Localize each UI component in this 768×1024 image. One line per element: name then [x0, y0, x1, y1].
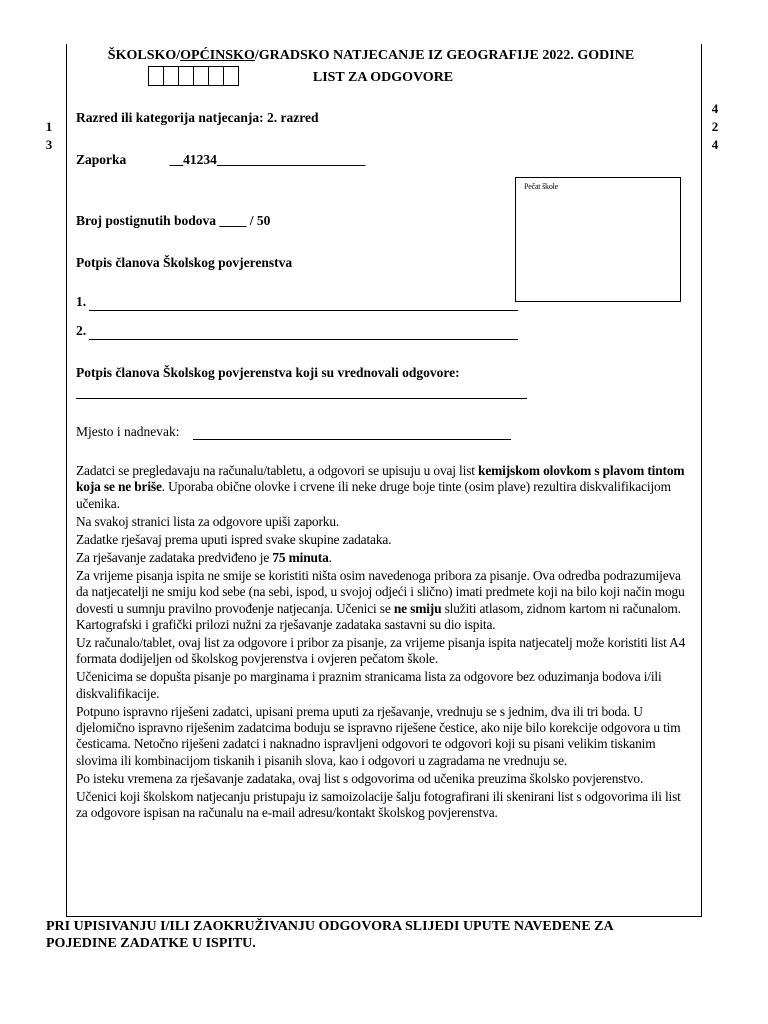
title-part-gradsko: /GRADSKO NATJECANJE IZ GEOGRAFIJE 2022. GODINE	[254, 48, 635, 63]
stamp-label: Pečat škole	[524, 182, 559, 191]
instruction-paragraph: Na svakoj stranici lista za odgovore upiši zaporku.	[76, 513, 340, 529]
instruction-paragraph	[76, 568, 690, 633]
bodovi-label: Broj postignutih bodova	[76, 213, 217, 228]
potpis-vrednovali-label: Potpis članova Školskog povjerenstva koji su vrednovali odgovore:	[76, 365, 460, 380]
instruction-paragraph	[76, 463, 690, 512]
instruction-emphasis: ne smiju	[393, 600, 442, 616]
bodovi-blank[interactable]: ____	[219, 213, 247, 228]
signature-line-vrednovali[interactable]	[76, 398, 527, 399]
zaporka-field	[76, 152, 365, 168]
instruction-paragraph	[76, 550, 690, 566]
instruction-text: .	[328, 549, 332, 565]
instruction-text: Za rješavanje zadataka predviđeno je	[76, 549, 273, 565]
mjesto-label: Mjesto i nadnevak:	[76, 424, 180, 439]
instruction-text: Zadatci se pregledavaju na računalu/tabletu, a odgovori se upisuju u ovaj list	[76, 463, 479, 478]
bodovi-field	[76, 213, 270, 229]
signature-line-1-label: 1.	[76, 294, 87, 309]
razred-label: Razred ili kategorija natjecanja:	[76, 110, 264, 125]
instruction-paragraph: Potpuno ispravno riješeni zadatci, upisani prema uputi za rješavanje, vrednuju se s jednim, dva ili tri boda. U djelomično ispravno riješenim zadatcima boduju se ispravno riješene čestice, ako nije bilo korekcije odgovora u tim česticama. Netočno riješeni zadatci i naknadno ispravljeni odgovori te odgovori koji su pisani velikim tiskanim slovima ili kombinacijom tiskanih i pisanih slova, kao i odgovori u zagradama ne vrednuju se.	[76, 703, 681, 768]
right-side-numbers	[708, 100, 722, 154]
instruction-text: Za vrijeme pisanja ispita ne smije se koristiti ništa osim navedenoga pribora za pisanje. Ova odredba podrazumijeva da natjecatelji ne smiju kod sebe (na sebi, ispod, u svojoj odjeći i slično) imati predmete koji na bilo koji način mogu dovesti u sumnju pravilno provođenje natjecanja. Učenici se	[76, 567, 685, 616]
side-number: 2	[711, 119, 719, 134]
zaporka-label: Zaporka	[76, 152, 127, 167]
instruction-paragraph: Učenici koji školskom natjecanju pristupaju iz samoizolacije šalju fotografirani ili skenirani list s odgovorima ili list za odgovore ispisan na računalu na e-mail adresu/kontakt školskog povjerenstva.	[76, 788, 681, 821]
footer-note: PRI UPISIVANJU I/ILI ZAOKRUŽIVANJU ODGOVORA SLIJEDI UPUTE NAVEDENE ZA POJEDINE ZADATKE U ISPITU.	[46, 919, 613, 951]
page-subtitle: LIST ZA ODGOVORE	[312, 70, 454, 85]
stamp-box	[515, 177, 681, 302]
page-title	[88, 48, 654, 64]
instruction-paragraph: Po isteku vremena za rješavanje zadataka, ovaj list s odgovorima od učenika preuzima školsko povjerenstvo.	[76, 770, 644, 786]
bodovi-max: / 50	[249, 213, 271, 228]
instruction-text: služiti atlasom, zidnom kartom ni računalom. Kartografski i grafički prilozi nužni za rješavanje zadataka sastavni su dio ispita.	[76, 600, 681, 632]
zaporka-value[interactable]: __41234______________________	[169, 152, 366, 167]
side-number: 3	[45, 137, 53, 152]
left-side-numbers	[42, 118, 56, 154]
mjesto-line[interactable]	[193, 439, 511, 440]
instruction-text: . Uporaba obične olovke i crvene ili neke druge boje tinte (osim plave) rezultira diskvalifikacijom učenika.	[76, 479, 671, 511]
title-part-opcinsko: OPĆINSKO	[180, 48, 255, 63]
signature-line-1[interactable]	[89, 310, 518, 311]
instruction-paragraph: Zadatke rješavaj prema uputi ispred svake skupine zadataka.	[76, 531, 392, 547]
side-number: 1	[45, 119, 53, 134]
instruction-paragraph: Uz računalo/tablet, ovaj list za odgovore i pribor za pisanje, za vrijeme pisanja ispita natjecatelj može koristiti list A4 formata dodijeljen od školskog povjerenstva i ovjeren pečatom škole.	[76, 634, 686, 667]
side-number: 4	[711, 137, 719, 152]
instructions	[76, 463, 690, 823]
instruction-emphasis: 75 minuta	[272, 549, 329, 565]
razred-field	[76, 110, 318, 126]
instruction-emphasis: kemijskom olovkom s plavom tintom koja se ne briše	[76, 463, 685, 495]
side-number: 4	[711, 101, 719, 116]
mjesto-field	[76, 424, 179, 440]
potpis-label: Potpis članova Školskog povjerenstva	[76, 255, 293, 270]
instruction-paragraph: Učenicima se dopušta pisanje po marginama i praznim stranicama lista za odgovore bez oduzimanja bodova i/ili diskvalifikacije.	[76, 669, 662, 701]
signature-line-2[interactable]	[89, 339, 518, 340]
title-part-skolsko: ŠKOLSKO/	[107, 48, 181, 63]
razred-value[interactable]: 2. razred	[266, 110, 319, 125]
signature-line-2-label: 2.	[76, 323, 87, 338]
